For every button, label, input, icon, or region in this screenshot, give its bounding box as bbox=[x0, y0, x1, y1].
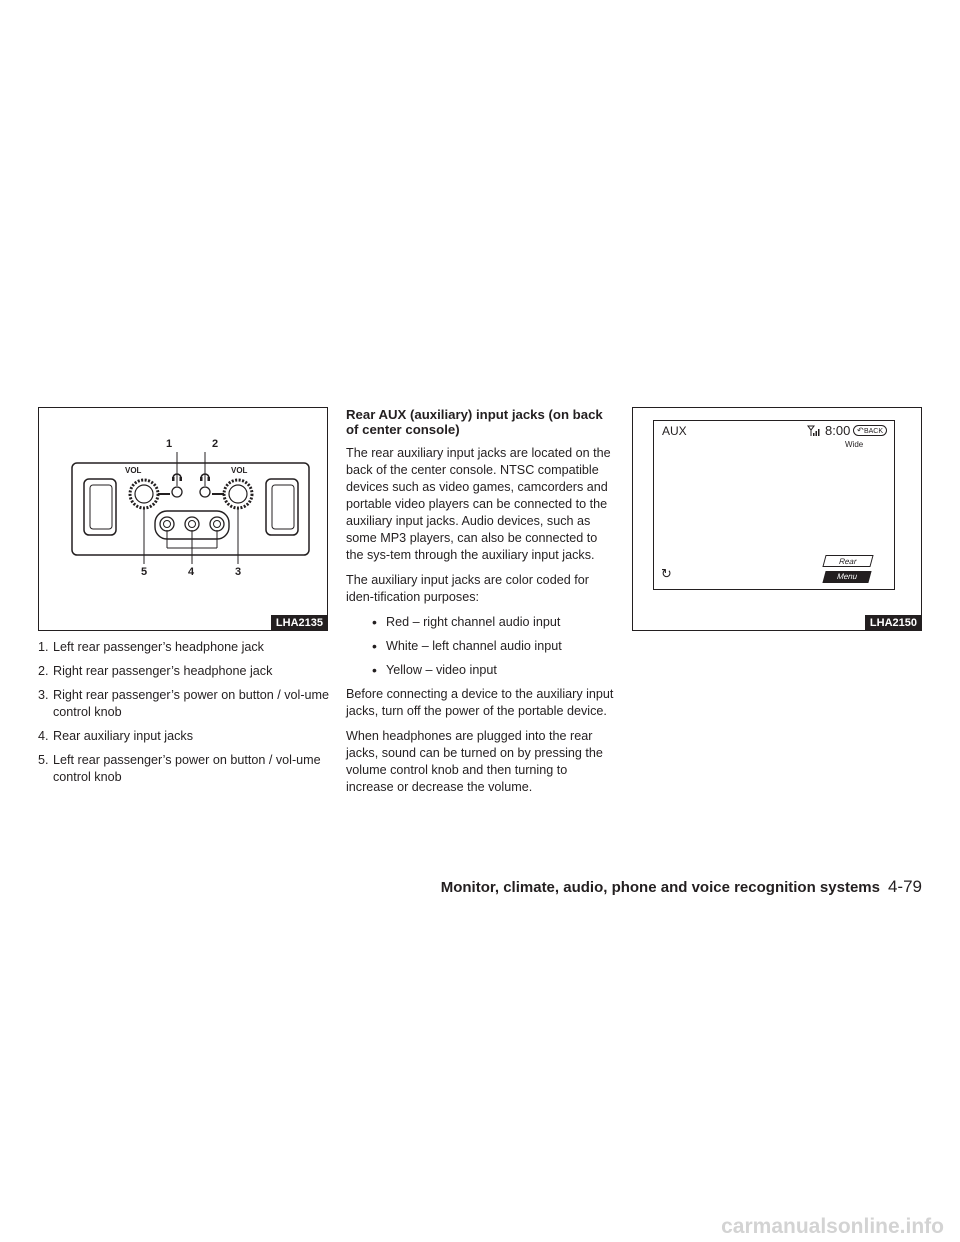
callout-3: 3 bbox=[235, 566, 242, 578]
page-number: 4-79 bbox=[887, 877, 922, 896]
display-screen bbox=[653, 420, 895, 590]
legend-item: 4. Rear auxiliary input jacks bbox=[38, 729, 193, 743]
legend-item: 3. Right rear passenger’s power on button / vol-ume control knob bbox=[38, 688, 330, 719]
back-button[interactable] bbox=[853, 425, 887, 436]
section-heading: Rear AUX (auxiliary) input jacks (on back of center console) bbox=[346, 407, 603, 437]
bullet-item: • Red – right channel audio input bbox=[372, 614, 561, 630]
bullet-item: • Yellow – video input bbox=[372, 662, 497, 678]
back-arrow-icon: ↶ bbox=[857, 426, 864, 435]
callout-1: 1 bbox=[166, 438, 173, 450]
page-footer bbox=[441, 877, 922, 897]
wide-label: Wide bbox=[845, 440, 864, 449]
paragraph: Before connecting a device to the auxiliary input jacks, turn off the power of the portable device. bbox=[346, 687, 614, 718]
callout-5: 5 bbox=[141, 566, 148, 578]
bullet-item: • White – left channel audio input bbox=[372, 638, 562, 654]
back-label: BACK bbox=[863, 428, 883, 435]
chapter-title: Monitor, climate, audio, phone and voice recognition systems bbox=[440, 879, 880, 896]
legend-item: 1. Left rear passenger’s headphone jack bbox=[38, 640, 264, 654]
rear-button[interactable]: Rear bbox=[822, 555, 873, 567]
menu-button[interactable]: Menu bbox=[822, 571, 871, 583]
figure-aux-screen bbox=[632, 407, 922, 631]
vol-label-left: VOL bbox=[125, 466, 142, 475]
figure-legend bbox=[38, 639, 330, 793]
aux-label: AUX bbox=[662, 424, 687, 438]
section-rear-aux bbox=[346, 407, 614, 804]
figure-code: LHA2135 bbox=[271, 615, 327, 630]
signal-icon bbox=[807, 425, 821, 437]
paragraph: The auxiliary input jacks are color coded for iden-tification purposes: bbox=[346, 573, 589, 604]
vol-label-right: VOL bbox=[231, 466, 248, 475]
figure-code: LHA2150 bbox=[865, 615, 921, 630]
rear-console-illustration bbox=[39, 408, 327, 630]
legend-item: 5. Left rear passenger’s power on button / vol-ume control knob bbox=[38, 753, 321, 784]
watermark: carmanualsonline.info bbox=[721, 1215, 944, 1238]
clock: 8:00 bbox=[825, 423, 851, 438]
legend-item: 2. Right rear passenger’s headphone jack bbox=[38, 664, 273, 678]
paragraph: The rear auxiliary input jacks are located on the back of the center console. NTSC compatible devices such as video games, camcorders and portable video players can be connected to the auxiliary input jacks. Audio devices, such as some MP3 players, can also be connected to the sys-tem through the auxiliary input jacks. bbox=[346, 446, 611, 562]
figure-rear-controls bbox=[38, 407, 328, 631]
callout-2: 2 bbox=[212, 438, 219, 450]
callout-4: 4 bbox=[188, 566, 195, 578]
paragraph: When headphones are plugged into the rear jacks, sound can be turned on by pressing the volume control knob and then turning to increase or decrease the volume. bbox=[346, 729, 603, 794]
rotate-icon: ↻ bbox=[661, 566, 672, 581]
